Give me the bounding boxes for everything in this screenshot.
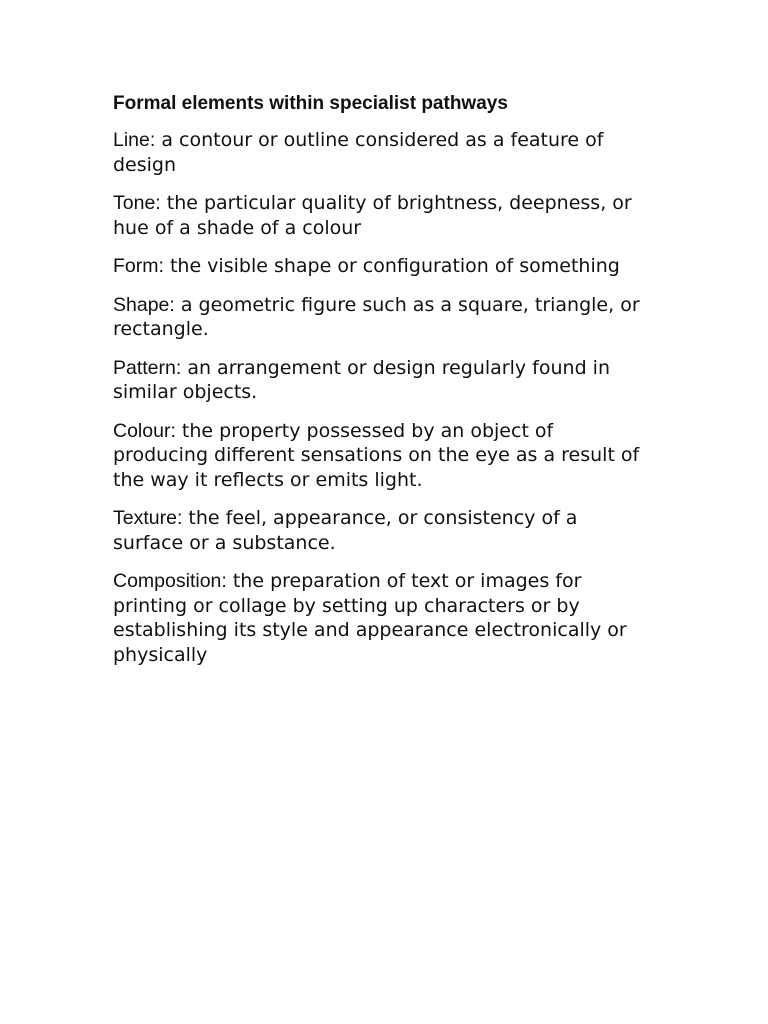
term-definition: the property possessed by an object of producing different sensations on the eye as a result of the way it reflects or emits light. — [113, 419, 640, 491]
term-label: Shape: — [113, 293, 175, 316]
term-definition: the preparation of text or images for printing or collage by setting up characters or by establishing its style and appearance electronically or physically — [113, 570, 627, 666]
entry-tone — [113, 191, 653, 240]
term-label: Line: — [113, 129, 156, 151]
term-definition: the visible shape or configuration of something — [163, 255, 620, 277]
entry-composition — [113, 569, 653, 667]
term-definition: the particular quality of brightness, deepness, or hue of a shade of a colour — [113, 192, 632, 239]
document-title: Formal elements within specialist pathways — [113, 93, 508, 114]
term-label: Colour: — [113, 419, 176, 442]
term-label: Composition: — [113, 570, 227, 592]
term-definition: the feel, appearance, or consistency of a surface or a substance. — [113, 507, 578, 554]
term-label: Texture: — [113, 507, 183, 529]
entry-form — [113, 254, 653, 279]
entry-colour — [113, 419, 653, 493]
term-label: Pattern: — [113, 356, 182, 379]
entry-pattern — [113, 356, 653, 405]
term-definition: a geometric figure such as a square, triangle, or rectangle. — [113, 293, 640, 340]
term-label: Tone: — [113, 192, 161, 214]
term-definition: an arrangement or design regularly found in similar objects. — [113, 356, 611, 403]
entry-shape — [113, 293, 653, 342]
document-page — [113, 92, 653, 681]
term-definition: a contour or outline considered as a feature of design — [113, 129, 604, 176]
entry-texture — [113, 506, 653, 555]
term-label: Form: — [113, 255, 164, 277]
entry-line — [113, 128, 653, 177]
